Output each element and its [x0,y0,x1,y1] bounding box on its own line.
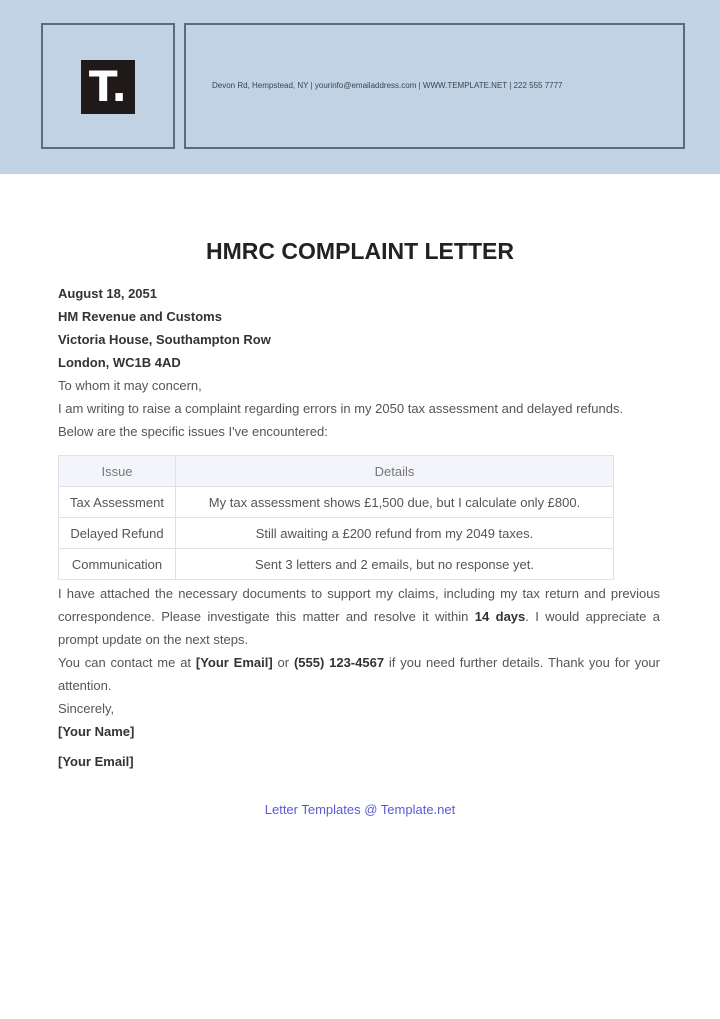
contact-paragraph [58,651,660,697]
column-header: Issue [59,456,176,487]
table-row [59,549,614,580]
contact-info: Devon Rd, Hempstead, NY | yourinfo@emailaddress.com | WWW.TEMPLATE.NET | 222 555 7777 [212,81,563,90]
date: August 18, 2051 [58,286,157,301]
deadline: 14 days [474,609,526,624]
text: . I would appreciate a prompt update on the next steps. [58,609,661,647]
text: or [272,655,294,670]
recipient-org: HM Revenue and Customs [58,309,222,324]
text: if you need further details. Thank you for your attention. [58,655,660,693]
table-header-row [59,456,614,487]
attachments-paragraph [58,582,660,651]
signature-email: [Your Email] [58,754,134,769]
details-cell: My tax assessment shows £1,500 due, but I calculate only £800. [176,487,614,518]
issues-intro: Below are the specific issues I've encountered: [58,424,328,439]
details-cell: Still awaiting a £200 refund from my 2049 taxes. [176,518,614,549]
text: I have attached the necessary documents to support my claims, including my tax return and previous correspondence. Please investigate this matter and resolve it within [58,586,660,624]
phone: (555) 123-4567 [293,655,385,670]
logo: T. [81,60,135,114]
table-row [59,518,614,549]
signature-name: [Your Name] [58,724,135,739]
issue-cell: Communication [59,549,176,580]
greeting: To whom it may concern, [58,378,202,393]
page-title: HMRC COMPLAINT LETTER [206,238,514,264]
recipient-address-2: London, WC1B 4AD [58,355,181,370]
text: You can contact me at [58,655,196,670]
letter-body [58,282,660,773]
issue-cell: Tax Assessment [59,487,176,518]
closing: Sincerely, [58,701,115,716]
footer-link[interactable]: Letter Templates @ Template.net [264,802,456,817]
issues-table [58,455,614,580]
logo-box [41,23,175,149]
details-cell: Sent 3 letters and 2 emails, but no response yet. [176,549,614,580]
email-placeholder: [Your Email] [195,655,273,670]
table-row [59,487,614,518]
letterhead [0,0,720,174]
column-header: Details [176,456,614,487]
contact-box [184,23,685,149]
issue-cell: Delayed Refund [59,518,176,549]
intro-paragraph: I am writing to raise a complaint regarding errors in my 2050 tax assessment and delayed refunds. [58,401,624,416]
recipient-address-1: Victoria House, Southampton Row [58,332,271,347]
